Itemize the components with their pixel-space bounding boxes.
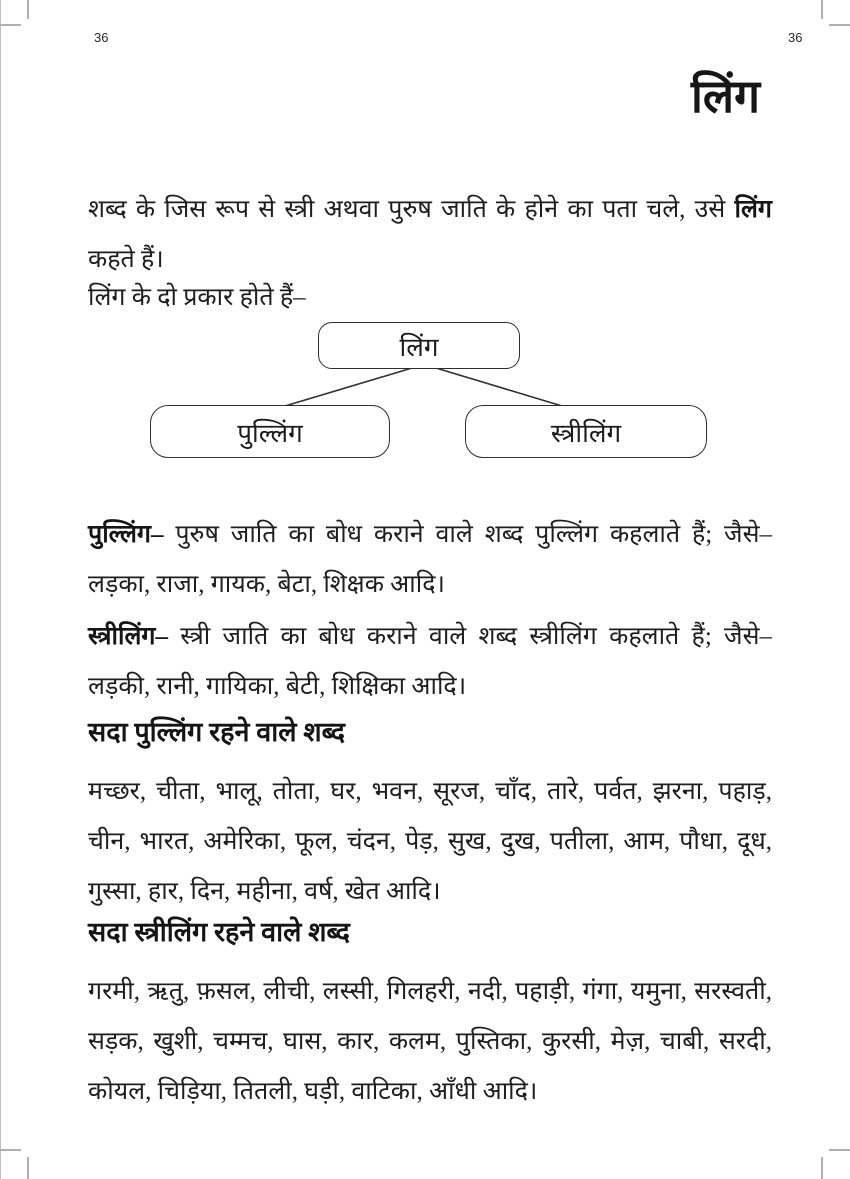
intro-text-pre: शब्द के जिस रूप से स्त्री अथवा पुरुष जाति के होने का पता चले, उसे <box>88 196 735 223</box>
scan-edge-line <box>0 0 1 1179</box>
definition-feminine-body: स्त्री जाति का बोध कराने वाले शब्द स्त्रीलिंग कहलाते हैं; जैसे– लड़की, रानी, गायिका, बेटी, शिक्षिका आदि। <box>88 623 772 700</box>
masculine-words-list: मच्छर, चीता, भालू, तोता, घर, भवन, सूरज, चाँद, तारे, पर्वत, झरना, पहाड़, चीन, भारत, अमेरिका, फूल, चंदन, पेड़, सुख, दुख, पतीला, आम, पौधा, दूध, गुस्सा, हार, दिन, महीना, वर्ष, खेत आदि। <box>88 778 772 905</box>
page-number-left: 36 <box>94 30 109 45</box>
crop-mark-bottom-right-vertical <box>821 1157 823 1179</box>
page-number-right: 36 <box>788 30 803 45</box>
feminine-words-list: गरमी, ऋतु, फ़सल, लीची, लस्सी, गिलहरी, नदी, पहाड़ी, गंगा, यमुना, सरस्वती, सड़क, खुशी, चम्मच, घास, कार, कलम, पुस्तिका, कुरसी, मेज़, चाबी, सरदी, कोयल, चिड़िया, तितली, घड़ी, वाटिका, आँधी आदि। <box>88 978 772 1105</box>
intro-paragraph <box>88 185 772 285</box>
diagram-feminine-box: स्त्रीलिंग <box>465 405 707 458</box>
definition-masculine <box>88 510 772 610</box>
crop-mark-bottom-left-horizontal <box>0 1149 21 1151</box>
crop-mark-top-left-horizontal <box>0 24 21 26</box>
diagram-masculine-box: पुल्लिंग <box>150 405 390 458</box>
diagram-root-box: लिंग <box>318 322 520 369</box>
gender-types-diagram <box>88 322 772 457</box>
crop-mark-top-right-horizontal <box>829 24 850 26</box>
crop-mark-bottom-left-vertical <box>27 1157 29 1179</box>
section-heading-feminine: सदा स्त्रीलिंग रहने वाले शब्द <box>88 917 350 948</box>
section-heading-masculine: सदा पुल्लिंग रहने वाले शब्द <box>88 717 345 748</box>
crop-mark-bottom-right-horizontal <box>829 1149 850 1151</box>
crop-mark-top-left-vertical <box>27 0 29 19</box>
intro-keyword: लिंग <box>734 196 772 223</box>
crop-mark-top-right-vertical <box>821 0 823 19</box>
intro-text-post: कहते हैं। <box>88 246 164 273</box>
definition-feminine <box>88 612 772 712</box>
definition-masculine-body: पुरुष जाति का बोध कराने वाले शब्द पुल्लिंग कहलाते हैं; जैसे– लड़का, राजा, गायक, बेटा, शिक्षक आदि। <box>88 521 772 598</box>
types-line: लिंग के दो प्रकार होते हैं– <box>88 284 306 311</box>
chapter-title: लिंग <box>691 71 760 122</box>
definition-feminine-term: स्त्रीलिंग– <box>88 623 169 650</box>
definition-masculine-term: पुल्लिंग– <box>88 521 164 548</box>
